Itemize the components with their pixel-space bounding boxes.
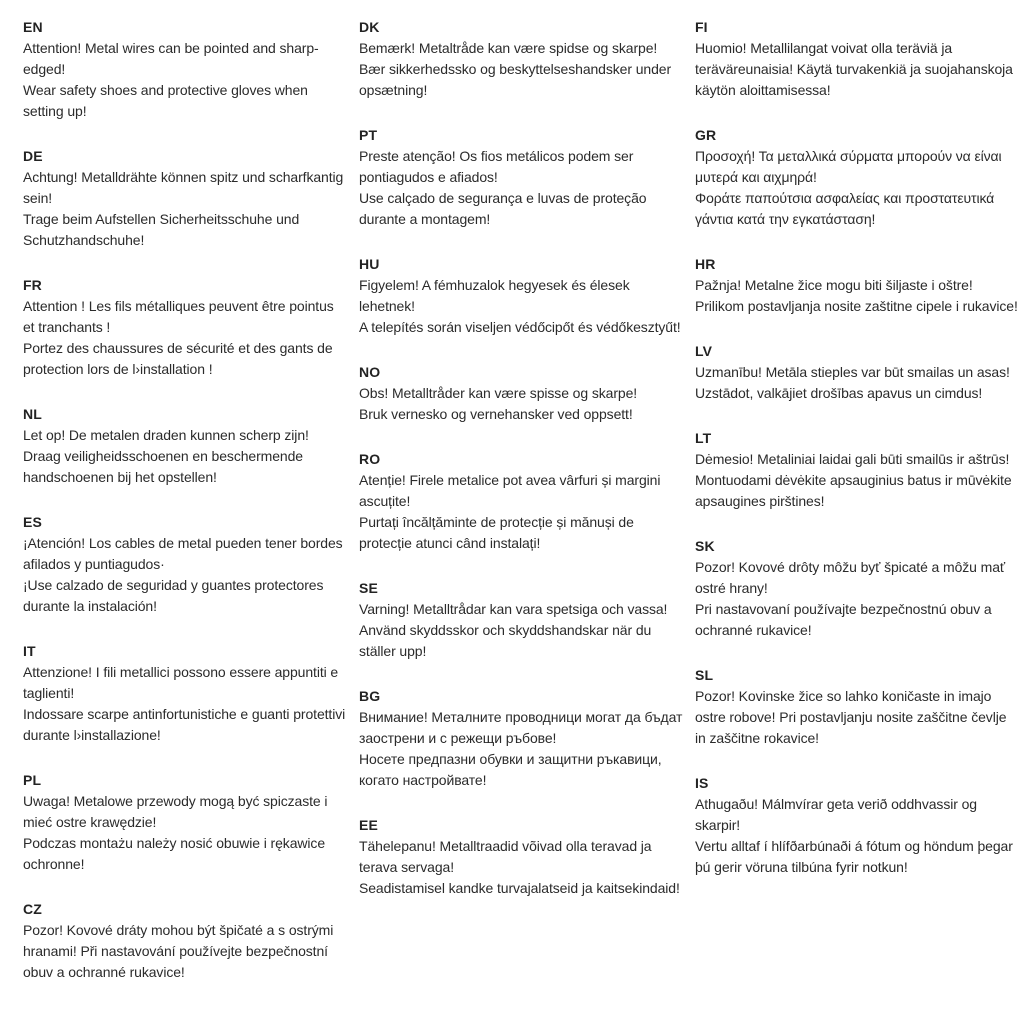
language-code: BG	[359, 688, 381, 704]
instruction-text: Indossare scarpe antinfortunistiche e guanti protettivi durante l›installazione!	[23, 706, 346, 743]
text-column-right	[695, 17, 1020, 1024]
language-section-lv	[695, 341, 1020, 404]
language-code: IS	[695, 775, 709, 791]
instruction-text: Use calçado de segurança e luvas de proteção durante a montagem!	[359, 190, 647, 227]
language-section-hr	[695, 254, 1020, 317]
instruction-text: Montuodami dėvėkite apsauginius batus ir mūvėkite apsaugines pirštines!	[695, 472, 1012, 509]
language-section-cz	[23, 899, 348, 983]
instruction-text: Trage beim Aufstellen Sicherheitsschuhe und Schutzhandschuhe!	[23, 211, 300, 248]
language-section-it	[23, 641, 348, 746]
warning-text: Bemærk! Metaltråde kan være spidse og skarpe!	[359, 40, 658, 56]
language-section-ro	[359, 449, 684, 554]
text-column-left	[23, 17, 348, 1024]
language-code: SK	[695, 538, 715, 554]
language-code: PT	[359, 127, 378, 143]
warning-text: Attenzione! I fili metallici possono essere appuntiti e taglienti!	[23, 664, 339, 701]
language-section-hu	[359, 254, 684, 338]
language-code: RO	[359, 451, 381, 467]
warning-text: Preste atenção! Os fios metálicos podem ser pontiagudos e afiados!	[359, 148, 634, 185]
language-code: DE	[23, 148, 43, 164]
instruction-text: Wear safety shoes and protective gloves when setting up!	[23, 82, 308, 119]
language-code: FR	[23, 277, 42, 293]
language-section-se	[359, 578, 684, 662]
language-code: DK	[359, 19, 380, 35]
instruction-text: Draag veiligheidsschoenen en beschermende handschoenen bij het opstellen!	[23, 448, 303, 485]
instruction-text: Bær sikkerhedssko og beskyttelseshandsker under opsætning!	[359, 61, 672, 98]
language-section-ee	[359, 815, 684, 899]
language-section-en	[23, 17, 348, 122]
warning-text: Obs! Metalltråder kan være spisse og skarpe!	[359, 385, 638, 401]
instruction-text: Använd skyddsskor och skyddshandskar när du ställer upp!	[359, 622, 652, 659]
instruction-text: Bruk vernesko og vernehansker ved oppsett!	[359, 406, 633, 422]
instruction-text: A telepítés során viseljen védőcipőt és védőkesztyűt!	[359, 319, 681, 335]
language-section-dk	[359, 17, 684, 101]
warning-text: Figyelem! A fémhuzalok hegyesek és élesek lehetnek!	[359, 277, 630, 314]
language-code: EN	[23, 19, 43, 35]
language-section-sl	[695, 665, 1020, 749]
language-section-bg	[359, 686, 684, 791]
language-code: NO	[359, 364, 381, 380]
instruction-text: Portez des chaussures de sécurité et des gants de protection lors de l›installation !	[23, 340, 333, 377]
warning-text: Attention! Metal wires can be pointed and sharp-edged!	[23, 40, 319, 77]
instruction-text: Uzstādot, valkājiet drošības apavus un cimdus!	[695, 385, 983, 401]
instruction-text: Seadistamisel kandke turvajalatseid ja kaitsekindaid!	[359, 880, 680, 896]
instruction-text: Vertu alltaf í hlífðarbúnaði á fótum og höndum þegar þú gerir vöruna tilbúna fyrir notkun!	[695, 838, 1013, 875]
language-section-de	[23, 146, 348, 251]
language-code: IT	[23, 643, 36, 659]
warning-text: Pozor! Kovinske žice so lahko koničaste in imajo ostre robove! Pri postavljanju nosite zaščitne čevlje in zaščitne rokavice!	[695, 688, 1007, 746]
warning-text: Let op! De metalen draden kunnen scherp zijn!	[23, 427, 309, 443]
language-code: FI	[695, 19, 708, 35]
language-code: SL	[695, 667, 714, 683]
language-code: HU	[359, 256, 380, 272]
language-section-lt	[695, 428, 1020, 512]
instruction-text: Podczas montażu należy nosić obuwie i rękawice ochronne!	[23, 835, 325, 872]
language-section-no	[359, 362, 684, 425]
language-code: SE	[359, 580, 378, 596]
text-column-middle	[359, 17, 684, 1024]
language-code: NL	[23, 406, 42, 422]
instruction-text: Prilikom postavljanja nosite zaštitne cipele i rukavice!	[695, 298, 1018, 314]
language-section-is	[695, 773, 1020, 878]
warning-text: Pozor! Kovové dráty mohou být špičaté a s ostrými hranami! Při nastavování používejte bezpečnostní obuv a ochranné rukavice!	[23, 922, 334, 980]
language-code: PL	[23, 772, 42, 788]
warning-text: Attention ! Les fils métalliques peuvent être pointus et tranchants !	[23, 298, 334, 335]
instruction-text: Носете предпазни обувки и защитни ръкавици, когато настройвате!	[359, 751, 662, 788]
language-code: CZ	[23, 901, 42, 917]
language-section-nl	[23, 404, 348, 488]
language-code: HR	[695, 256, 716, 272]
warning-text: ¡Atención! Los cables de metal pueden tener bordes afilados y puntiagudos·	[23, 535, 343, 572]
instruction-text: Pri nastavovaní používajte bezpečnostnú obuv a ochranné rukavice!	[695, 601, 992, 638]
language-section-gr	[695, 125, 1020, 230]
language-section-fr	[23, 275, 348, 380]
language-section-es	[23, 512, 348, 617]
warning-text: Pažnja! Metalne žice mogu biti šiljaste i oštre!	[695, 277, 973, 293]
language-code: GR	[695, 127, 717, 143]
instruction-text: Φοράτε παπούτσια ασφαλείας και προστατευτικά γάντια κατά την εγκατάσταση!	[695, 190, 995, 227]
warning-text: Внимание! Металните проводници могат да бъдат заострени и с режещи ръбове!	[359, 709, 683, 746]
language-code: EE	[359, 817, 378, 833]
warning-text: Dėmesio! Metaliniai laidai gali būti smailūs ir aštrūs!	[695, 451, 1010, 467]
language-code: LT	[695, 430, 712, 446]
language-section-sk	[695, 536, 1020, 641]
warning-text: Pozor! Kovové drôty môžu byť špicaté a môžu mať ostré hrany!	[695, 559, 1006, 596]
warning-text: Atenție! Firele metalice pot avea vârfuri și margini ascuțite!	[359, 472, 661, 509]
language-section-pl	[23, 770, 348, 875]
language-section-fi	[695, 17, 1020, 101]
warning-text: Huomio! Metallilangat voivat olla teräviä ja teräväreunaisia! Käytä turvakenkiä ja suojahanskoja käytön aloittamisessa!	[695, 40, 1013, 98]
warning-text: Athugaðu! Málmvírar geta verið oddhvassir og skarpir!	[695, 796, 977, 833]
language-code: ES	[23, 514, 42, 530]
warning-text: Tähelepanu! Metalltraadid võivad olla teravad ja terava servaga!	[359, 838, 652, 875]
instruction-text: ¡Use calzado de seguridad y guantes protectores durante la instalación!	[23, 577, 324, 614]
instruction-text: Purtați încălțăminte de protecție și mănuși de protecție atunci când instalați!	[359, 514, 634, 551]
language-code: LV	[695, 343, 713, 359]
warning-text: Varning! Metalltrådar kan vara spetsiga och vassa!	[359, 601, 668, 617]
warning-text: Achtung! Metalldrähte können spitz und scharfkantig sein!	[23, 169, 344, 206]
warning-text: Uzmanību! Metāla stieples var būt smailas un asas!	[695, 364, 1010, 380]
warning-text: Uwaga! Metalowe przewody mogą być spiczaste i mieć ostre krawędzie!	[23, 793, 328, 830]
warning-text: Προσοχή! Τα μεταλλικά σύρματα μπορούν να είναι μυτερά και αιχμηρά!	[695, 148, 1002, 185]
language-section-pt	[359, 125, 684, 230]
